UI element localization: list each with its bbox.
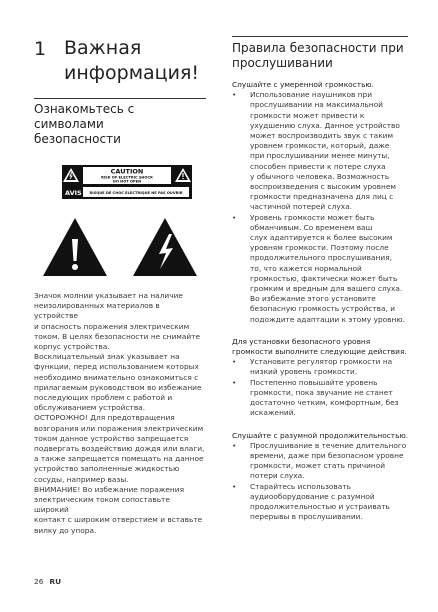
body-text-line: последующих проблем с работой и	[34, 393, 173, 403]
bullet-text-line: громким и вредным для вашего слуха.	[250, 284, 403, 294]
bullet-item	[232, 90, 408, 212]
body-text-line: током данное устройство запрещается	[34, 433, 189, 443]
bullet-text-line: громкости предназначена для лиц с	[250, 192, 394, 202]
chapter-title	[64, 36, 199, 86]
bullet-text-line: громкости, может стать причиной	[250, 461, 386, 471]
chapter-title-line: Важная	[64, 37, 142, 59]
bullet-icon: •	[232, 357, 237, 367]
bullet-text-line: потери слуха.	[250, 471, 305, 481]
bullet-text-line: продолжительного прослушивания,	[250, 253, 392, 263]
bullet-icon: •	[232, 212, 237, 222]
chapter-number: 1	[34, 38, 47, 60]
body-text-line: током. В целях безопасности не снимайте	[34, 331, 201, 341]
bullet-text-line: Использование наушников при	[250, 90, 373, 100]
body-text-line: необходимо внимательно ознакомиться с	[34, 372, 199, 382]
section-title-line: Ознакомьтесь с символами	[34, 102, 135, 131]
body-text-line: контакт с широким отверстием и вставьте	[34, 515, 203, 525]
bullet-text-line: перерывы в прослушивании.	[250, 512, 363, 522]
caution-text: CAUTION	[110, 167, 144, 176]
bullet-text-line: низкий уровень громкости.	[250, 367, 358, 377]
body-text-line: прилагаемым руководством во избежание	[34, 382, 202, 392]
body-text-line: и опасность поражения электрическим	[34, 321, 190, 331]
bullet-text-line: у обычного человека. Возможность	[250, 171, 390, 181]
section-divider	[34, 98, 206, 99]
subsection-heading	[232, 337, 408, 357]
body-text-line: ВНИМАНИЕ! Во избежание поражения	[34, 484, 185, 494]
warning-symbols	[34, 217, 206, 279]
bullet-item	[232, 378, 408, 419]
lightning-triangle-icon	[132, 217, 198, 277]
avis-text: AVIS	[65, 189, 82, 197]
body-text-line: а также запрещается помещать на данное	[34, 454, 204, 464]
bullet-item	[232, 441, 408, 482]
body-text-line: вилку до упора.	[34, 525, 97, 535]
section-title-line: Правила безопасности при	[232, 41, 404, 55]
caution-text: DO NOT OPEN	[112, 179, 142, 184]
bullet-text-line: Прослушивание в течение длительного	[250, 440, 407, 450]
bullet-text-line: может воспроизводить звук с таким	[250, 131, 394, 141]
bullet-icon: •	[232, 440, 237, 450]
bullet-icon: •	[232, 377, 237, 387]
subsection-heading-line: Для установки безопасного уровня	[232, 336, 371, 346]
bullet-text-line: способен привести к потере слуха	[250, 161, 386, 171]
body-text-line: подвергать воздействию дождя или влаги,	[34, 444, 205, 454]
page-number: 26	[34, 577, 44, 586]
body-text-line: сосуды, например вазы.	[34, 474, 129, 484]
chapter-heading	[34, 36, 206, 98]
bullet-text-line: искажений.	[250, 408, 296, 418]
caution-label-graphic	[62, 165, 192, 199]
section-title	[34, 102, 206, 147]
bullet-icon: •	[232, 481, 237, 491]
bullet-text-line: воспроизведения с высоким уровнем	[250, 182, 396, 192]
bullet-text-line: то, что кажется нормальной	[250, 263, 362, 273]
body-text-line: ОСТОРОЖНО! Для предотвращения	[34, 413, 175, 423]
bullet-text-line: слух адаптируется к более высоким	[250, 233, 393, 243]
subsection-heading	[232, 431, 408, 441]
safety-symbols-text	[34, 291, 206, 536]
bullet-list	[232, 90, 408, 325]
left-column	[34, 36, 206, 536]
caution-text: RISK OF ELECTRIC SHOCK	[101, 175, 153, 180]
bullet-item	[232, 482, 408, 523]
body-text-line: устройство заполненные жидкостью	[34, 464, 180, 474]
bullet-text-line: безопасную громкость устройства, и	[250, 304, 396, 314]
body-text-line: возгорания или поражения электрическим	[34, 423, 204, 433]
hearing-safety-content	[232, 80, 408, 522]
subsection-heading	[232, 80, 408, 90]
bullet-text-line: громкостью, фактически может быть	[250, 273, 398, 283]
body-text-line: неизолированных материалов в устройстве	[34, 301, 160, 321]
subsection-heading-line: Слушайте с умеренной громкостью.	[232, 80, 374, 89]
body-text-line: функции, перед использованием которых	[34, 362, 199, 372]
bullet-text-line: Установите регулятор громкости на	[250, 357, 393, 367]
bullet-text-line: громкости может привести к	[250, 110, 365, 120]
bullet-text-line: уровням громкости. Поэтому после	[250, 243, 389, 253]
bullet-text-line: времени, даже при безопасном уровне	[250, 450, 404, 460]
section-title-line: безопасности	[34, 132, 121, 146]
bullet-item	[232, 213, 408, 325]
bullet-text-line: уровнем громкости, который, даже	[250, 141, 390, 151]
section-divider	[232, 36, 408, 37]
bullet-list	[232, 357, 408, 418]
bullet-list	[232, 441, 408, 523]
bullet-text-line: продолжительностью и устраивать	[250, 501, 390, 511]
language-code: RU	[49, 577, 62, 586]
bullet-icon: •	[232, 90, 237, 100]
page-footer	[34, 577, 61, 586]
body-text-line: Восклицательный знак указывает на	[34, 352, 180, 362]
bullet-text-line: аудиооборудование с разумной	[250, 491, 375, 501]
bullet-text-line: ухудшению слуха. Данное устройство	[250, 120, 400, 130]
subsection-heading-line: громкости выполните следующие действия.	[232, 347, 407, 357]
bullet-text-line: громкости, пока звучание не станет	[250, 387, 393, 397]
bullet-text-line: частичной потерей слуха.	[250, 202, 352, 212]
section-title-line: прослушивании	[232, 56, 333, 70]
bullet-item	[232, 357, 408, 377]
bullet-text-line: достаточно четким, комфортным, без	[250, 398, 399, 408]
bullet-text-line: Старайтесь использовать	[250, 481, 351, 491]
bullet-text-line: Во избежание этого установите	[250, 294, 376, 304]
avis-text: RISQUE DE CHOC ELECTRIQUE NE PAS OUVRIR	[89, 191, 183, 195]
bullet-text-line: обманчивым. Со временем ваш	[250, 222, 373, 232]
exclamation-triangle-icon	[42, 217, 108, 277]
bullet-text-line: Уровень громкости может быть	[250, 212, 375, 222]
subsection-heading-line: Слушайте с разумной продолжительностью.	[232, 430, 409, 440]
section-title	[232, 41, 408, 71]
body-text-line: электрическим током сопоставьте широкий	[34, 495, 170, 515]
body-text-line: корпус устройства.	[34, 342, 110, 352]
bullet-text-line: Постепенно повышайте уровень	[250, 377, 378, 387]
bullet-text-line: прослушивании на максимальной	[250, 100, 383, 110]
caution-label-icon	[62, 165, 192, 199]
bullet-text-line: при прослушивании менее минуты,	[250, 151, 390, 161]
bullet-text-line: подождите адаптации к этому уровню.	[250, 314, 405, 324]
body-text-line: обслуживанием устройства.	[34, 403, 146, 413]
right-column	[232, 36, 408, 522]
body-text-line: Значок молнии указывает на наличие	[34, 291, 183, 300]
chapter-title-line: информация!	[64, 62, 200, 84]
